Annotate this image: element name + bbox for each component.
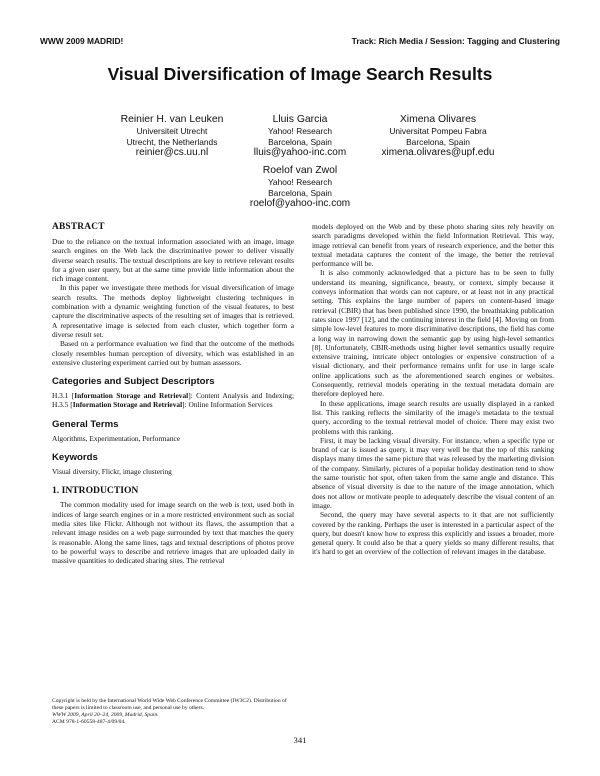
paper-title: Visual Diversification of Image Search Results xyxy=(107,64,493,84)
header-venue: WWW 2009 MADRID! xyxy=(40,36,124,46)
author-email: roelof@yahoo-inc.com xyxy=(249,198,351,209)
body-paragraph: It is also commonly acknowledged that a picture has to be seen to fully understand its meaning, significance, beauty, or context, simply because it conveys information that words can not capture, or at least not in any practical setting. This explains the large number of papers on content-based image retrieval (CBIR) that has been published since 1990, the breathtaking publication rates since 1997 [12], and the continuing interest in the field [4]. Moving on from simple low-level features to more discriminative descriptions, the field has come a long way in narrowing down the semantic gap by using high-level semantics [8]. Unfortunately, CBIR-methods using higher level semantics usually require extensive training, intricate object ontologies or expensive construction of a visual dictionary, and their performance remains unfit for use in large scale online applications such as the aforementioned search engines or websites. Consequently, retrieval models operating in the textual metadata domain are therefore deployed here. xyxy=(312,268,554,399)
introduction-heading: 1. INTRODUCTION xyxy=(52,485,139,497)
author-email: lluis@yahoo-inc.com xyxy=(253,147,347,158)
abstract-heading: ABSTRACT xyxy=(52,222,105,232)
author-affiliation: Yahoo! Research xyxy=(267,126,333,136)
body-paragraph: First, it may be lacking visual diversity. For instance, when a specific type or brand of car is issued as query, it may very well be that the top of this ranking displays many times the same picture that was released by the marketing division of the company. Similarly, pictures of a popular holiday destination tend to show the same touristic hot spot, often taken from the same angle and distance. This absence of visual diversity is due to the nature of the image annotation, which does not allow or motivate people to adequately describe the visual content of an image. xyxy=(312,435,554,510)
page-number: 341 xyxy=(293,735,307,745)
categories-heading: Categories and Subject Descriptors xyxy=(52,376,215,388)
author-name: Reinier H. van Leuken xyxy=(120,114,224,125)
author-affiliation: Universiteit Utrecht xyxy=(136,126,208,136)
author-location: Utrecht, the Netherlands xyxy=(126,136,218,147)
abstract-paragraph: Based on a performance evaluation we find that the outcome of the methods closely resembles human perception of diversity, which was established in an extensive clustering experiment carried out by human assessors. xyxy=(52,339,294,367)
conference-info: WWW 2009, April 20–24, 2009, Madrid, Spain. xyxy=(52,712,159,718)
categories-text: H.3.1 [Information Storage and Retrieval]: Content Analysis and Indexing; H.3.5 [Information Storage and Retrieval]: Online Information Services xyxy=(52,391,295,410)
author-email: ximena.olivares@upf.edu xyxy=(381,147,495,158)
copyright-notice: Copyright is held by the International World Wide Web Conference Committee (IW3C2). Distribution of these papers is limited to classroom use, and personal use by others. xyxy=(52,698,287,711)
running-header xyxy=(40,36,560,50)
author-location: Barcelona, Spain xyxy=(268,136,332,147)
general-terms-text: Algorithms, Experimentation, Performance xyxy=(52,433,181,443)
body-paragraph: Second, the query may have several aspects to it that are not sufficiently covered by the ranking. Perhaps the user is interested in a particular aspect of the query, but doesn't know how to express this explicitly and issues a broader, more general query. It could also be that a query yields so many different results, that it's hard to get an overview of the collection of relevant images in the database. xyxy=(312,510,554,557)
acm-number: ACM 978-1-60558-487-4/09/04. xyxy=(52,719,126,725)
right-column xyxy=(312,222,554,557)
keywords-text: Visual diversity, Flickr, image clustering xyxy=(52,467,172,477)
author-location: Barcelona, Spain xyxy=(268,187,332,198)
header-track: Track: Rich Media / Session: Tagging and Clustering xyxy=(351,36,560,46)
author-affiliation: Yahoo! Research xyxy=(267,177,333,187)
author-location: Barcelona, Spain xyxy=(406,136,470,147)
author-block xyxy=(220,164,380,211)
copyright-footnote xyxy=(52,698,294,726)
author-name: Roelof van Zwol xyxy=(262,165,338,176)
abstract-paragraph: Due to the reliance on the textual information associated with an image, image search engines on the Web lack the discriminative power to deliver visually diverse search results. The textual descriptions are key to retrieve relevant results for a given user query, but at the same time provide little information about the rich image content. xyxy=(52,237,294,284)
keywords-heading: Keywords xyxy=(52,452,98,464)
author-name: Ximena Olivares xyxy=(399,114,477,125)
abstract-paragraph: In this paper we investigate three methods for visual diversification of image search results. The methods deploy lightweight clustering techniques in combination with a dynamic weighting function of the visual features, to best capture the discriminative aspects of the resulting set of images that is retrieved. A representative image is selected from each cluster, which together form a diverse result set. xyxy=(52,283,294,339)
author-block xyxy=(353,113,523,160)
general-terms-heading: General Terms xyxy=(52,418,119,430)
introduction-paragraph: The common modality used for image search on the web is text, used both in indices of large search engines or in a more restricted environment such as social media sites like Flickr. Although not without its flaws, the assumption that a relevant image resides on a web page surrounded by text that matches the query is reasonable. Along the same lines, tags and textual descriptions of photos prove to be powerful ways to describe and retrieve images that are uploaded daily in massive quantities to dedicated sharing sites. The retrieval xyxy=(52,500,294,566)
body-paragraph: In these applications, image search results are usually displayed in a ranked list. This ranking reflects the similarity of the image's metadata to the textual query, according to the textual retrieval model of choice. There may exist two problems with this ranking. xyxy=(312,398,554,436)
author-name: Lluis Garcia xyxy=(272,114,328,125)
author-email: reinier@cs.uu.nl xyxy=(135,147,209,158)
body-paragraph: models deployed on the Web and by these photo sharing sites rely heavily on search paradigms developed within the field Information Retrieval. This way, image retrieval can benefit from years of research experience, and the better this textual metadata captures the content of the image, the better the retrieval performance will be. xyxy=(312,222,554,269)
left-column xyxy=(52,222,294,565)
author-affiliation: Universitat Pompeu Fabra xyxy=(389,126,487,136)
